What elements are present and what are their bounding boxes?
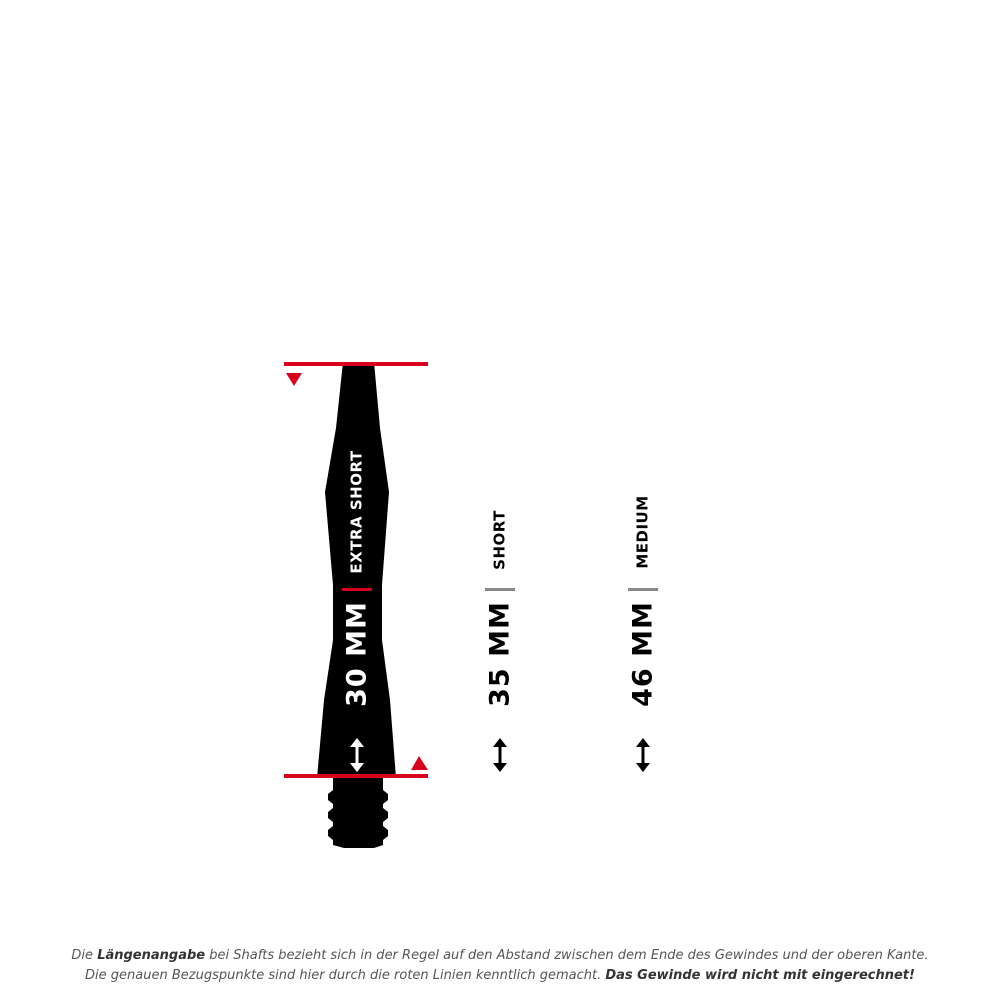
top-reference-line (284, 362, 428, 366)
footnote-emphasis: Das Gewinde wird nicht mit eingerechnet! (605, 968, 915, 983)
footnote-text: Die genauen Bezugspunkte sind hier durch die roten Linien kenntlich gemacht. (85, 968, 606, 983)
short-divider (485, 588, 515, 591)
top-marker-triangle-icon (286, 373, 302, 386)
length-arrow-short-icon (492, 738, 508, 772)
shaft-thread (328, 778, 388, 848)
footnote (0, 946, 1000, 986)
length-arrow-medium-icon (635, 738, 651, 772)
bottom-reference-line (284, 774, 428, 778)
size-length-medium: 46 MM (627, 601, 659, 707)
footnote-line-1 (0, 946, 1000, 966)
length-arrow-extra-short-icon (349, 738, 365, 772)
size-name-short: SHORT (490, 510, 509, 570)
medium-divider (628, 588, 658, 591)
footnote-emphasis: Längenangabe (97, 948, 206, 963)
size-name-medium: MEDIUM (633, 495, 652, 569)
extra-short-divider (342, 588, 372, 591)
size-name-extra-short: EXTRA SHORT (347, 450, 366, 574)
footnote-text: Die (71, 948, 98, 963)
footnote-text: bei Shafts bezieht sich in der Regel auf den Abstand zwischen dem Ende des Gewindes und der oberen Kante. (205, 948, 929, 963)
size-length-extra-short: 30 MM (341, 601, 373, 707)
footnote-line-2 (0, 966, 1000, 986)
size-length-short: 35 MM (484, 601, 516, 707)
bottom-marker-triangle-icon (411, 756, 428, 770)
